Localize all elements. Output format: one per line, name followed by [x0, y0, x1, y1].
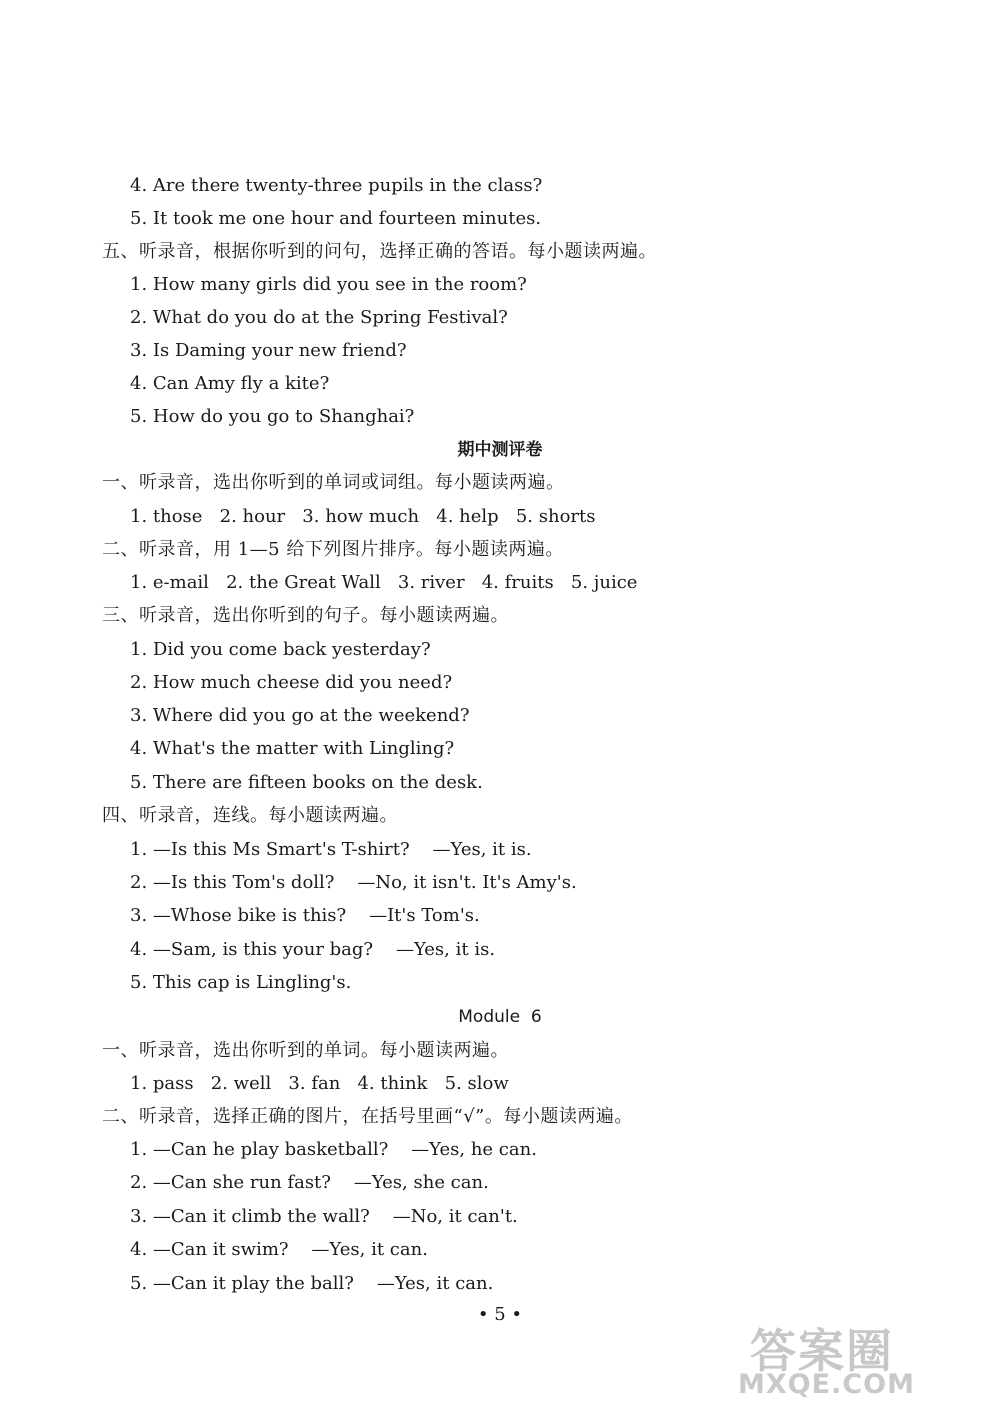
- section-heading: 一、听录音，选出你听到的单词。每小题读两遍。: [102, 1040, 509, 1061]
- listening-item: 5. There are fifteen books on the desk.: [130, 772, 483, 793]
- listening-item: 5. This cap is Lingling's.: [130, 972, 352, 993]
- section-heading: 五、听录音，根据你听到的问句，选择正确的答语。每小题读两遍。: [102, 241, 657, 262]
- watermark-url: MXQE.COM: [738, 1369, 915, 1400]
- page-number: • 5 •: [477, 1304, 523, 1325]
- watermark: [736, 1315, 986, 1405]
- section-heading: 四、听录音，连线。每小题读两遍。: [102, 805, 398, 826]
- listening-item: 4. —Sam, is this your bag? —Yes, it is.: [130, 939, 496, 960]
- listening-item: 4. Can Amy fly a kite?: [130, 373, 330, 394]
- answer-line: 1. pass 2. well 3. fan 4. think 5. slow: [130, 1073, 509, 1094]
- section-heading: 三、听录音，选出你听到的句子。每小题读两遍。: [102, 605, 509, 626]
- listening-item: 1. —Is this Ms Smart's T-shirt? —Yes, it is.: [130, 839, 532, 860]
- listening-item: 2. —Can she run fast? —Yes, she can.: [130, 1172, 489, 1193]
- watermark-logo: 答案圈: [750, 1324, 894, 1378]
- listening-item: 3. Is Daming your new friend?: [130, 340, 407, 361]
- listening-item: 3. —Whose bike is this? —It's Tom's.: [130, 905, 480, 926]
- listening-item: 1. How many girls did you see in the room?: [130, 274, 527, 295]
- listening-item: 2. —Is this Tom's doll? —No, it isn't. It's Amy's.: [130, 872, 577, 893]
- midterm-title: 期中测评卷: [457, 440, 543, 460]
- module-title: Module 6: [458, 1007, 542, 1027]
- listening-item: 4. —Can it swim? —Yes, it can.: [130, 1239, 428, 1260]
- listening-item: 3. Where did you go at the weekend?: [130, 705, 470, 726]
- section-heading: 二、听录音，选择正确的图片，在括号里画“√”。每小题读两遍。: [102, 1106, 633, 1127]
- listening-item: 1. —Can he play basketball? —Yes, he can.: [130, 1139, 537, 1160]
- listening-item: 5. —Can it play the ball? —Yes, it can.: [130, 1273, 494, 1294]
- section-heading: 一、听录音，选出你听到的单词或词组。每小题读两遍。: [102, 472, 565, 493]
- section-heading: 二、听录音，用 1—5 给下列图片排序。每小题读两遍。: [102, 539, 564, 560]
- listening-item: 4. Are there twenty-three pupils in the class?: [130, 175, 543, 196]
- listening-item: 2. How much cheese did you need?: [130, 672, 453, 693]
- answer-line: 1. e-mail 2. the Great Wall 3. river 4. fruits 5. juice: [130, 572, 638, 593]
- listening-item: 2. What do you do at the Spring Festival?: [130, 307, 508, 328]
- listening-item: 4. What's the matter with Lingling?: [130, 738, 455, 759]
- listening-item: 5. It took me one hour and fourteen minutes.: [130, 208, 542, 229]
- listening-item: 5. How do you go to Shanghai?: [130, 406, 415, 427]
- answer-line: 1. those 2. hour 3. how much 4. help 5. shorts: [130, 506, 596, 527]
- listening-item: 1. Did you come back yesterday?: [130, 639, 431, 660]
- listening-item: 3. —Can it climb the wall? —No, it can't.: [130, 1206, 518, 1227]
